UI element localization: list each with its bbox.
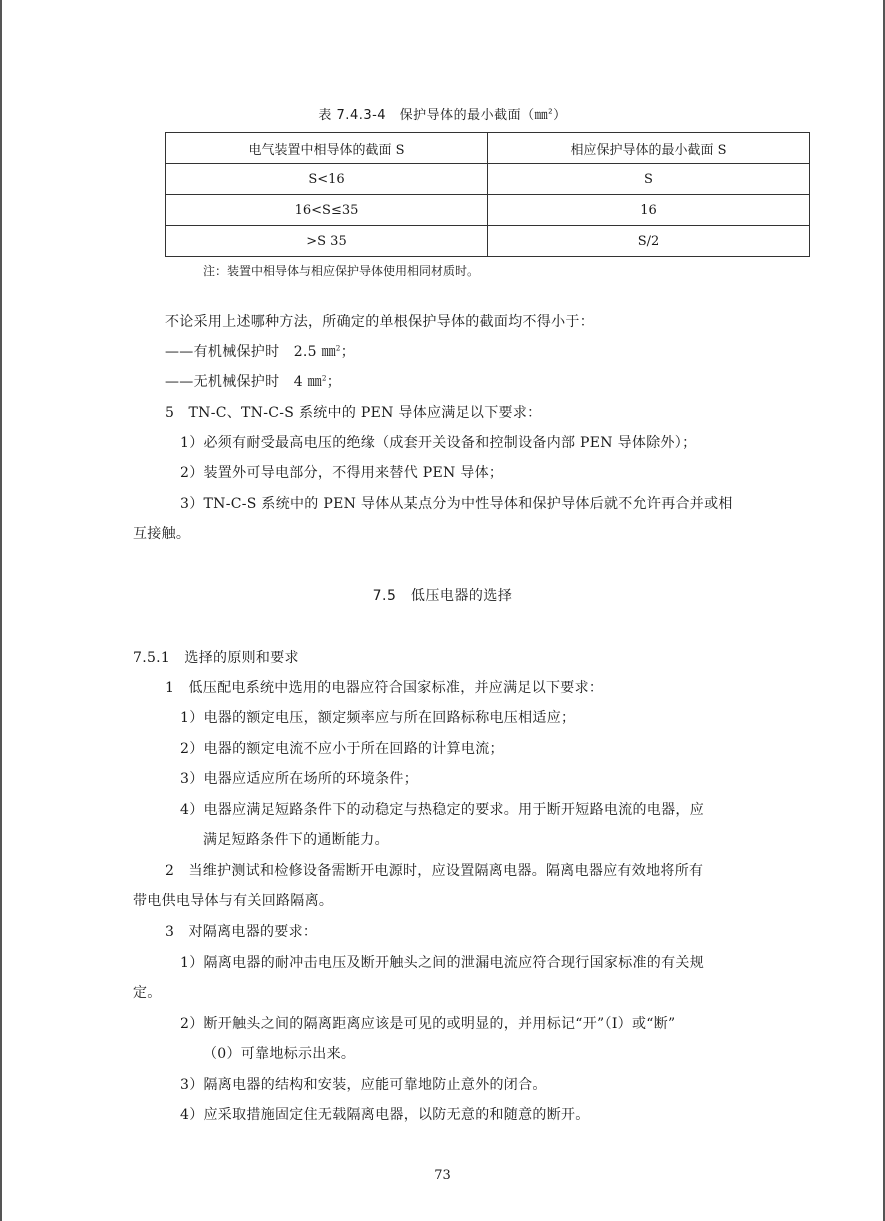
paragraph: 5 TN-C、TN-C-S 系统中的 PEN 导体应满足以下要求： xyxy=(165,405,542,421)
table-row xyxy=(166,226,810,257)
paragraph: ——有机械保护时 2.5 ㎜$^2$； xyxy=(165,344,355,360)
table-header-cell: 电气装置中相导体的截面 S xyxy=(166,133,488,164)
table-cell: S xyxy=(488,164,810,195)
list-item-continuation: 满足短路条件下的通断能力。 xyxy=(203,832,389,848)
paragraph: 1 低压配电系统中选用的电器应符合国家标准，并应满足以下要求： xyxy=(165,680,604,696)
list-item: 4）电器应满足短路条件下的动稳定与热稳定的要求。用于断开短路电流的电器，应 xyxy=(180,802,705,818)
list-item: 4）应采取措施固定住无载隔离电器，以防无意的和随意的断开。 xyxy=(180,1107,590,1123)
list-item: 3）隔离电器的结构和安装，应能可靠地防止意外的闭合。 xyxy=(180,1077,547,1093)
list-item: 1）隔离电器的耐冲击电压及断开触头之间的泄漏电流应符合现行国家标准的有关规 xyxy=(180,955,705,971)
protective-conductor-table xyxy=(165,132,810,257)
paragraph-continuation: 带电供电导体与有关回路隔离。 xyxy=(133,893,334,909)
table-cell: 16<S≤35 xyxy=(166,195,488,226)
page-border-left xyxy=(0,0,2,1221)
table-header-cell: 相应保护导体的最小截面 S xyxy=(488,133,810,164)
paragraph: 互接触。 xyxy=(133,526,191,542)
section-title: 7.5 低压电器的选择 xyxy=(372,588,513,604)
table-cell: S/2 xyxy=(488,226,810,257)
list-item: 2）断开触头之间的隔离距离应该是可见的或明显的，并用标记“开”（I）或“断” xyxy=(180,1016,676,1032)
table-header-row xyxy=(166,133,810,164)
paragraph: 2）装置外可导电部分，不得用来替代 PEN 导体； xyxy=(180,465,504,481)
paragraph: 1）必须有耐受最高电压的绝缘（成套开关设备和控制设备内部 PEN 导体除外）； xyxy=(180,435,697,451)
clause-heading: 7.5.1 选择的原则和要求 xyxy=(133,650,299,666)
table-row xyxy=(166,195,810,226)
table-cell: >S 35 xyxy=(166,226,488,257)
list-item: 1）电器的额定电压，额定频率应与所在回路标称电压相适应； xyxy=(180,710,576,726)
page-number: 73 xyxy=(434,1168,451,1183)
paragraph: 3 对隔离电器的要求： xyxy=(165,924,318,940)
table-row xyxy=(166,164,810,195)
paragraph: 2 当维护测试和检修设备需断开电源时，应设置隔离电器。隔离电器应有效地将所有 xyxy=(165,863,704,879)
list-item: 3）电器应适应所在场所的环境条件； xyxy=(180,771,419,787)
list-item: 2）电器的额定电流不应小于所在回路的计算电流； xyxy=(180,741,504,757)
table-cell: S<16 xyxy=(166,164,488,195)
table-note: 注：装置中相导体与相应保护导体使用相同材质时。 xyxy=(203,264,480,278)
list-item-continuation: 定。 xyxy=(133,985,162,1001)
table-cell: 16 xyxy=(488,195,810,226)
paragraph: 3）TN-C-S 系统中的 PEN 导体从某点分为中性导体和保护导体后就不允许再合并或相 xyxy=(180,496,733,512)
table-title: 表 7.4.3-4 保护导体的最小截面（㎜$^2$） xyxy=(318,107,567,123)
paragraph: 不论采用上述哪种方法，所确定的单根保护导体的截面均不得小于： xyxy=(165,314,594,330)
paragraph: ——无机械保护时 4 ㎜$^2$； xyxy=(165,374,342,390)
list-item-continuation: （0）可靠地标示出来。 xyxy=(203,1046,356,1062)
